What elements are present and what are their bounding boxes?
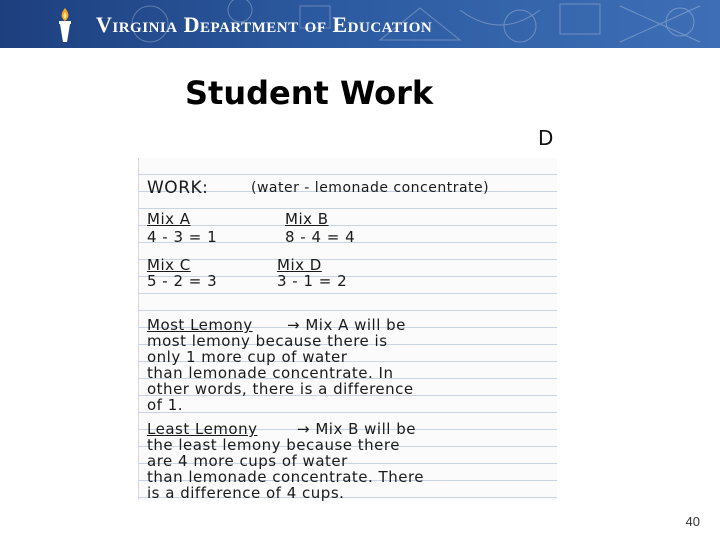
most-lemony-line: → Mix A will be [287, 316, 406, 334]
mix-b-label: Mix B [285, 210, 329, 228]
least-lemony-line: → Mix B will be [297, 420, 416, 438]
slide-number: 40 [685, 514, 700, 529]
student-work-image [138, 158, 557, 500]
mix-c-calc: 5 - 2 = 3 [147, 272, 218, 290]
handwritten-work [139, 158, 557, 500]
most-lemony-line: of 1. [147, 396, 184, 414]
least-lemony-line: is a difference of 4 cups. [147, 484, 345, 502]
banner-title: Virginia Department of Education [96, 12, 433, 37]
most-lemony-line: only 1 more cup of water [147, 348, 348, 366]
work-heading-note: (water - lemonade concentrate) [251, 180, 490, 196]
mix-b-calc: 8 - 4 = 4 [285, 228, 356, 246]
most-lemony-line: other words, there is a difference [147, 380, 414, 398]
most-lemony-line: than lemonade concentrate. In [147, 364, 394, 382]
page-title: Student Work [185, 74, 434, 112]
least-lemony-line: are 4 more cups of water [147, 452, 348, 470]
mix-a-calc: 4 - 3 = 1 [147, 228, 218, 246]
torch-logo-icon [52, 6, 78, 44]
least-lemony-line: than lemonade concentrate. There [147, 468, 425, 486]
work-heading: WORK: [147, 178, 209, 198]
mix-d-calc: 3 - 1 = 2 [277, 272, 348, 290]
mix-a-label: Mix A [147, 210, 191, 228]
most-lemony-line: most lemony because there is [147, 332, 388, 350]
mix-c-label: Mix C [147, 256, 191, 274]
answer-letter: D [538, 126, 554, 150]
mix-d-label: Mix D [277, 256, 322, 274]
most-lemony-label: Most Lemony [147, 316, 253, 334]
header-banner [0, 0, 720, 48]
least-lemony-line: the least lemony because there [147, 436, 400, 454]
least-lemony-label: Least Lemony [147, 420, 258, 438]
